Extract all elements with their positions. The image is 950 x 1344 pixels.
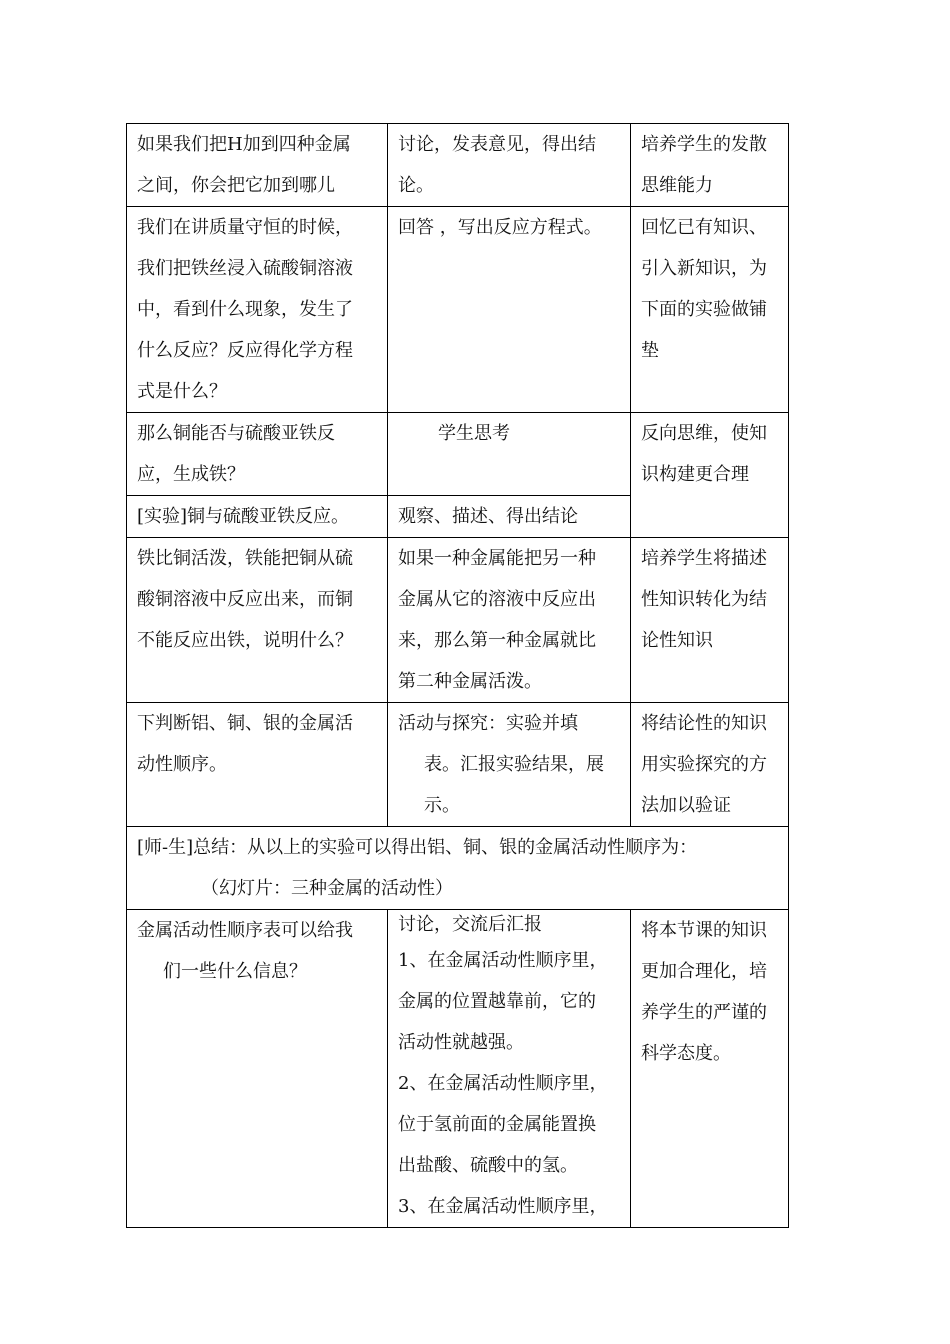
table-row (127, 538, 789, 703)
text-line: 铁比铜活泼，铁能把铜从硫 (137, 548, 353, 569)
design-purpose-cell (631, 538, 789, 703)
text-line: 用实验探究的方 (641, 754, 767, 775)
text-line: 动性顺序。 (137, 754, 227, 775)
table-row (127, 207, 789, 413)
lesson-plan-table (126, 123, 789, 1228)
text-line: 引入新知识，为 (641, 258, 767, 279)
text-line: 表。汇报实验结果，展 (424, 754, 604, 775)
text-line: 们一些什么信息？ (163, 961, 307, 982)
text-line: 金属活动性顺序表可以给我 (137, 920, 353, 941)
text-line: 活动与探究：实验并填 (398, 713, 578, 734)
design-purpose-cell (631, 413, 789, 538)
text-line: 性知识转化为结 (641, 589, 767, 610)
text-line: 金属从它的溶液中反应出 (398, 589, 596, 610)
text-line: 观察、描述、得出结论 (398, 506, 578, 527)
text-line: 识构建更合理 (641, 464, 749, 485)
summary-line: [师-生]总结：从以上的实验可以得出铝、铜、银的金属活动性顺序为： (137, 837, 698, 858)
text-line: 我们在讲质量守恒的时候， (137, 217, 353, 238)
student-activity-cell (388, 413, 631, 496)
teacher-activity-cell (127, 413, 388, 496)
student-activity-cell (388, 538, 631, 703)
text-line: 将结论性的知识 (641, 713, 767, 734)
teacher-activity-cell (127, 207, 388, 413)
text-line: 法加以验证 (641, 795, 731, 816)
teacher-activity-cell (127, 703, 388, 827)
text-line: 论性知识 (641, 630, 713, 651)
teacher-activity-cell (127, 538, 388, 703)
student-activity-cell (388, 124, 631, 207)
table-row (127, 413, 789, 496)
text-line: 2、在金属活动性顺序里， (398, 1073, 608, 1094)
text-line: 如果一种金属能把另一种 (398, 548, 596, 569)
design-purpose-cell (631, 124, 789, 207)
text-line: 思维能力 (641, 175, 713, 196)
teacher-activity-cell (127, 910, 388, 1228)
text-line: 3、在金属活动性顺序里， (398, 1196, 608, 1217)
text-line: 反向思维，使知 (641, 423, 767, 444)
teacher-activity-cell (127, 124, 388, 207)
text-line: 培养学生的发散 (641, 134, 767, 155)
summary-cell (127, 827, 789, 910)
text-line: 来，那么第一种金属就比 (398, 630, 596, 651)
text-line: 之间，你会把它加到哪儿 (137, 175, 335, 196)
design-purpose-cell (631, 910, 789, 1228)
text-line: 更加合理化，培 (641, 961, 767, 982)
text-line: 出盐酸、硫酸中的氢。 (398, 1155, 578, 1176)
text-line: 科学态度。 (641, 1043, 731, 1064)
design-purpose-cell (631, 703, 789, 827)
text-line: 活动性就越强。 (398, 1032, 524, 1053)
table-row (127, 827, 789, 910)
text-line: 示。 (424, 795, 460, 816)
table-row (127, 703, 789, 827)
text-line: 回忆已有知识、 (641, 217, 767, 238)
text-line: 学生思考 (438, 423, 510, 444)
text-line: 培养学生将描述 (641, 548, 767, 569)
design-purpose-cell (631, 207, 789, 413)
text-line: 第二种金属活泼。 (398, 671, 542, 692)
teacher-activity-cell (127, 496, 388, 538)
text-line: 1、在金属活动性顺序里， (398, 950, 608, 971)
text-line: 将本节课的知识 (641, 920, 767, 941)
student-activity-cell (388, 910, 631, 1228)
student-activity-cell (388, 496, 631, 538)
text-line: 下判断铝、铜、银的金属活 (137, 713, 353, 734)
text-line: 下面的实验做铺 (641, 299, 767, 320)
student-activity-cell (388, 207, 631, 413)
text-line: 什么反应？反应得化学方程 (137, 340, 353, 361)
text-line: 养学生的严谨的 (641, 1002, 767, 1023)
text-line: 不能反应出铁，说明什么？ (137, 630, 353, 651)
text-line: 讨论，发表意见，得出结 (398, 134, 596, 155)
text-line: 中，看到什么现象，发生了 (137, 299, 353, 320)
text-line: 回答 ，写出反应方程式。 (398, 217, 602, 238)
student-activity-cell (388, 703, 631, 827)
text-line: 酸铜溶液中反应出来，而铜 (137, 589, 353, 610)
text-line: 金属的位置越靠前，它的 (398, 991, 596, 1012)
text-line: 那么铜能否与硫酸亚铁反 (137, 423, 335, 444)
text-line: 位于氢前面的金属能置换 (398, 1114, 596, 1135)
text-line: 垫 (641, 340, 659, 361)
text-line: 应，生成铁？ (137, 464, 245, 485)
text-line: 讨论，交流后汇报 (398, 914, 542, 935)
text-line: 我们把铁丝浸入硫酸铜溶液 (137, 258, 353, 279)
text-line: 如果我们把H加到四种金属 (137, 134, 351, 155)
summary-line: （幻灯片：三种金属的活动性） (201, 878, 453, 899)
table-row (127, 124, 789, 207)
text-line: 论。 (398, 175, 434, 196)
table-row (127, 910, 789, 1228)
text-line: 式是什么？ (137, 381, 227, 402)
text-line: [实验]铜与硫酸亚铁反应。 (137, 506, 350, 527)
